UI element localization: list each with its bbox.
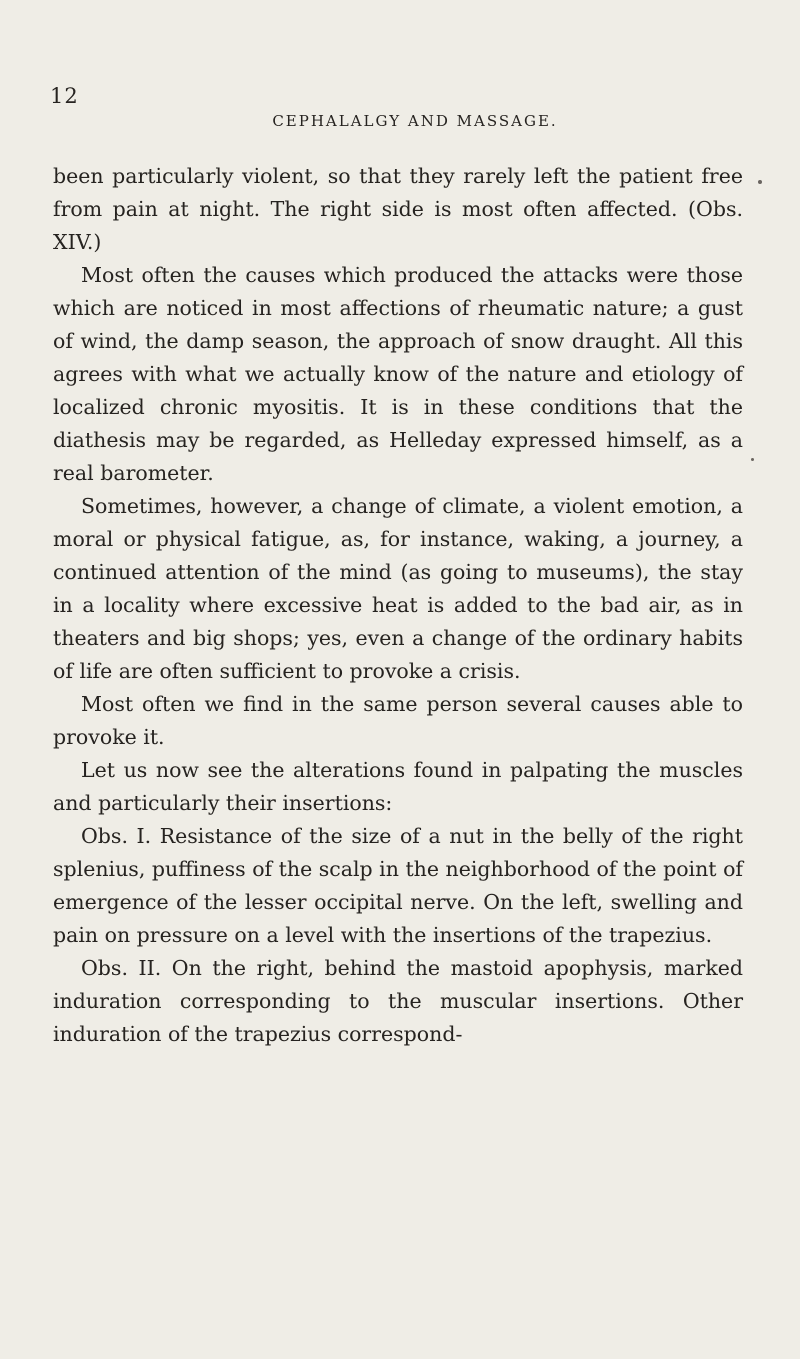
paragraph-alterations: Let us now see the alterations found in palpating the muscles and particularly their insertions: bbox=[53, 758, 743, 815]
body-text bbox=[53, 160, 743, 1051]
page-number: 12 bbox=[50, 84, 79, 108]
running-head: CEPHALALGY AND MASSAGE. bbox=[272, 112, 558, 130]
paragraph-other-causes: Sometimes, however, a change of climate, a violent emotion, a moral or physical fatigue, as, for instance, waking, a journey, a continued attention of the mind (as going to museums), the stay in a locality where excessive heat is added to the bad air, as in theaters and big shops; yes, even a change of the ordinary habits of life are often sufficient to provoke a crisis. bbox=[53, 494, 743, 683]
margin-speck bbox=[751, 458, 754, 461]
paragraph-several-causes: Most often we find in the same person several causes able to provoke it. bbox=[53, 692, 743, 749]
paragraph-causes: Most often the causes which produced the attacks were those which are noticed in most affections of rheumatic nature; a gust of wind, the damp season, the approach of snow draught. All this agrees with what we actually know of the nature and etiology of localized chronic myositis. It is in these conditions that the diathesis may be regarded, as Helleday expressed himself, as a real barometer. bbox=[53, 263, 743, 485]
paragraph-obs-2: Obs. II. On the right, behind the mastoid apophysis, marked induration corresponding to the muscular insertions. Other induration of the trapezius correspond- bbox=[53, 956, 743, 1046]
paragraph-continued: been particularly violent, so that they rarely left the patient free from pain at night. The right side is most often affected. (Obs. XIV.) bbox=[53, 164, 743, 254]
margin-speck bbox=[758, 180, 762, 184]
paragraph-obs-1: Obs. I. Resistance of the size of a nut in the belly of the right splenius, puffiness of the scalp in the neighborhood of the point of emergence of the lesser occipital nerve. On the left, swelling and pain on pressure on a level with the insertions of the trapezius. bbox=[53, 824, 743, 947]
